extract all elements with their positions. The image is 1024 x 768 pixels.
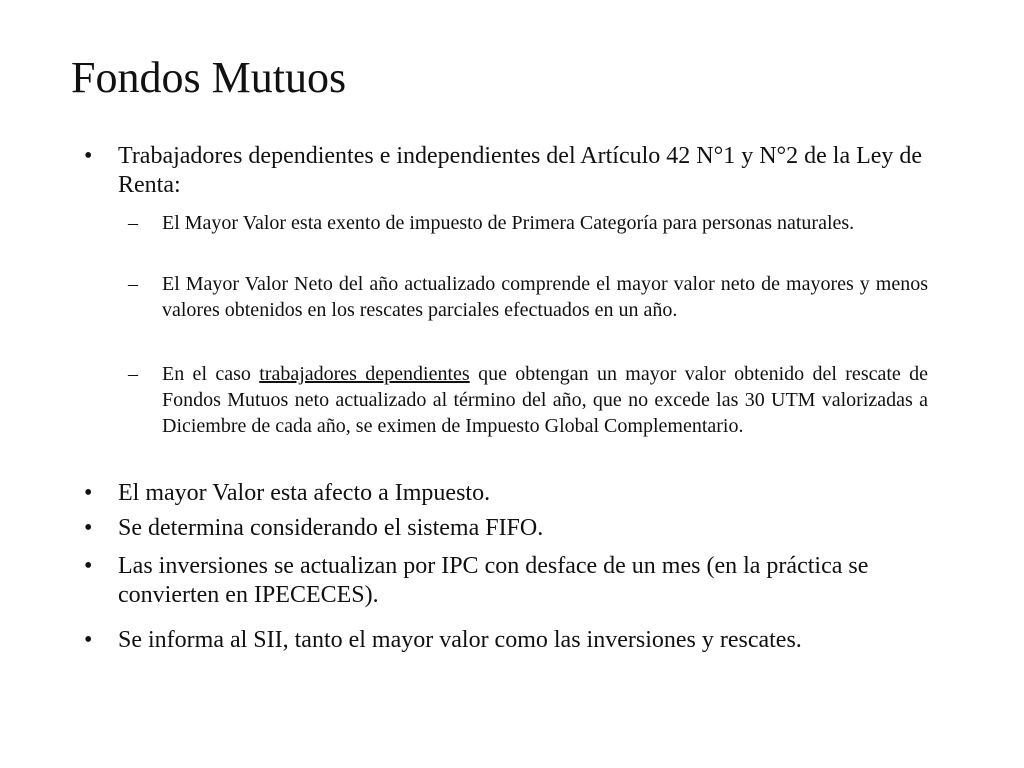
underlined-term: trabajadores dependientes — [259, 363, 470, 385]
sub-bullet-marker: – — [128, 273, 138, 295]
bullet-marker: • — [84, 553, 93, 579]
slide-title: Fondos Mutuos — [71, 53, 347, 102]
sub-bullet-text — [162, 361, 928, 439]
bullet-text: Se informa al SII, tanto el mayor valor como las inversiones y rescates. — [118, 627, 802, 653]
bullet-text: El mayor Valor esta afecto a Impuesto. — [118, 480, 491, 506]
sub-bullet-marker: – — [128, 212, 138, 234]
bullet-marker: • — [84, 480, 93, 506]
sub-bullet-text: El Mayor Valor esta exento de impuesto de Primera Categoría para personas naturales. — [162, 212, 855, 234]
bullet-text: Se determina considerando el sistema FIFO. — [118, 515, 544, 541]
bullet-text: Las inversiones se actualizan por IPC con desface de un mes (en la práctica se convierten en IPECECES). — [118, 553, 869, 608]
bullet-marker: • — [84, 515, 93, 541]
bullet-marker: • — [84, 627, 93, 653]
bullet-marker: • — [84, 143, 93, 169]
sub-bullet-text-start: En el caso — [162, 363, 260, 385]
sub-bullet-marker: – — [128, 363, 138, 385]
sub-bullet-text: El Mayor Valor Neto del año actualizado comprende el mayor valor neto de mayores y menos valores obtenidos en los rescates parciales efectuados en un año. — [162, 273, 928, 321]
sub-bullet-text-end: que obtengan un mayor valor obtenido del rescate de Fondos Mutuos neto actualizado al término del año, que no excede las 30 UTM valorizadas a Diciembre de cada año, se eximen de Impuesto Global Complementario. — [162, 363, 929, 437]
bullet-text: Trabajadores dependientes e independientes del Artículo 42 N°1 y N°2 de la Ley de Renta: — [118, 143, 923, 198]
